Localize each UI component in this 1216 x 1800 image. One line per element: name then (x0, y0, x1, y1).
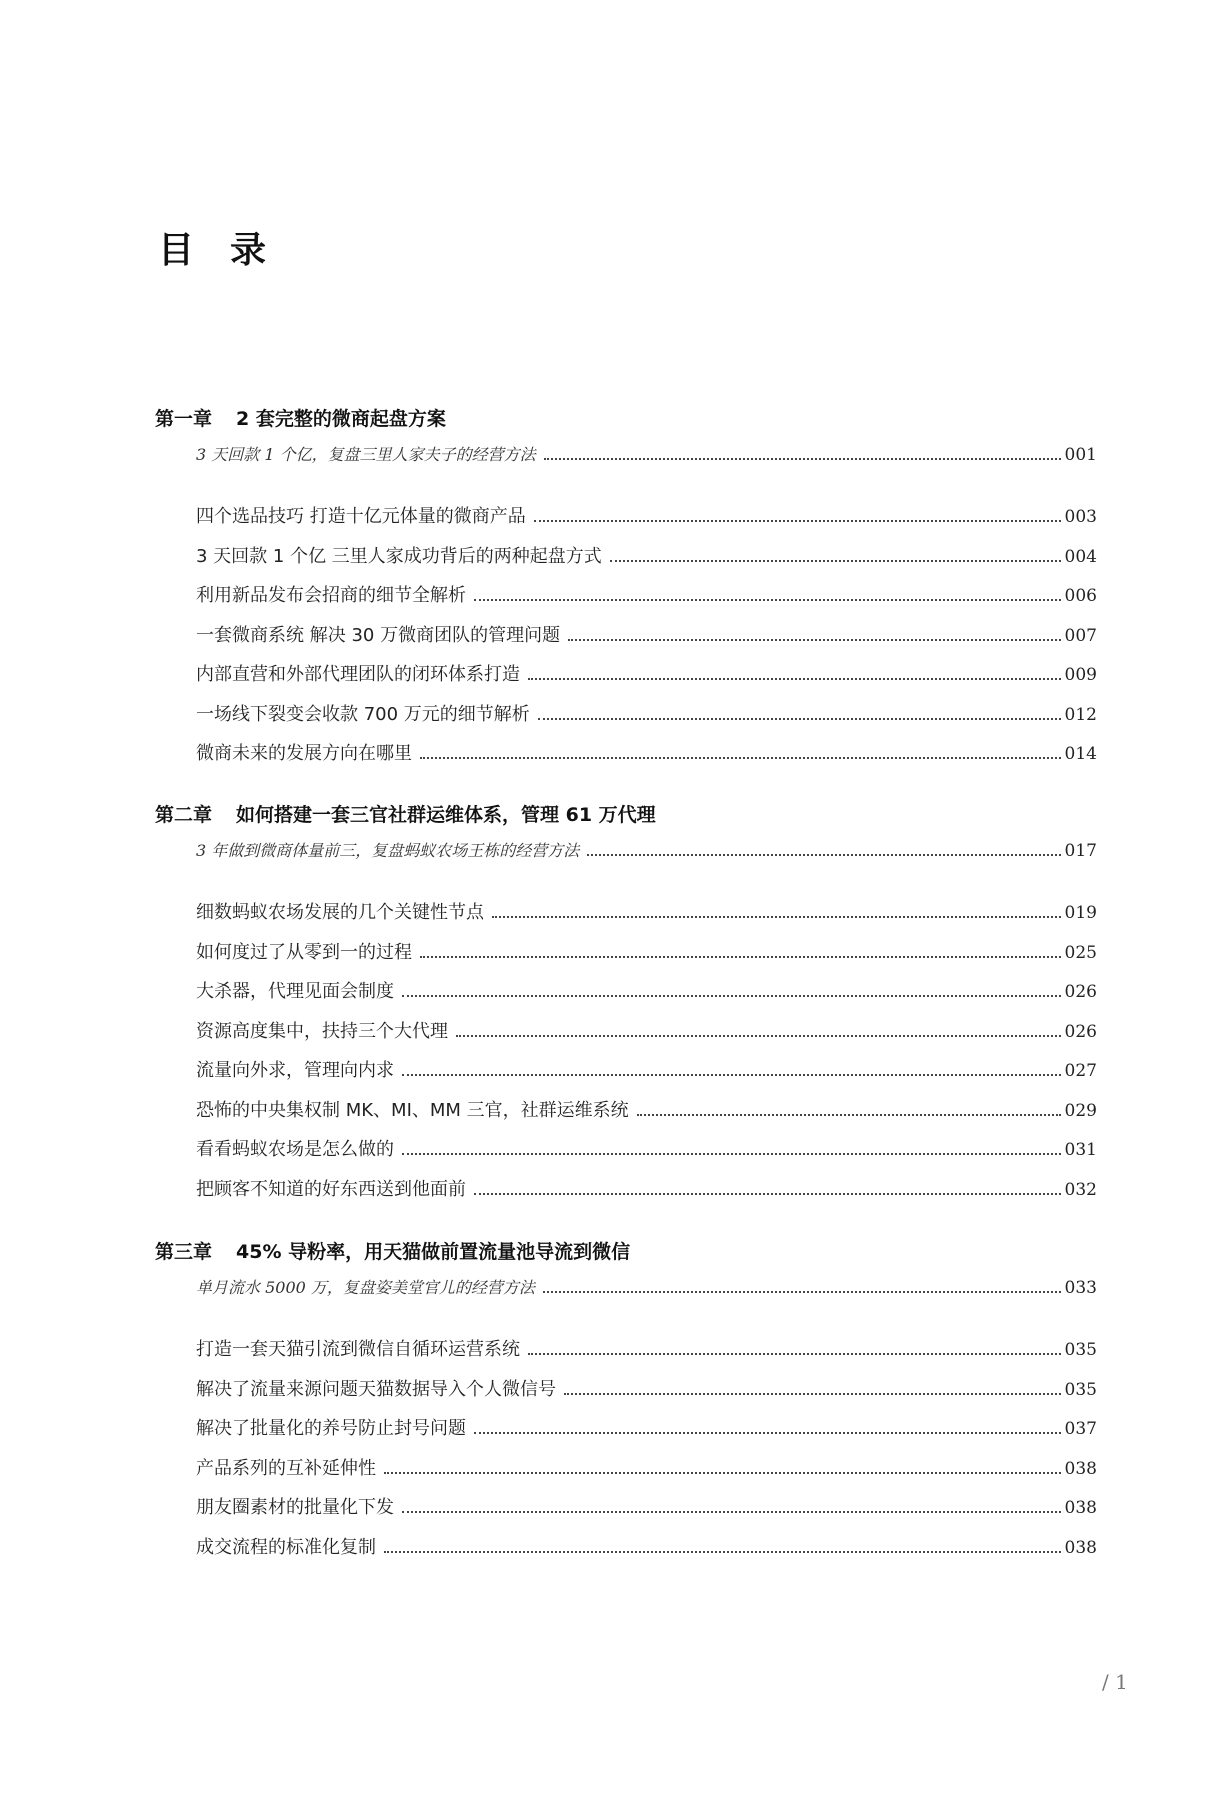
dot-leader (420, 757, 1061, 759)
case-study-entry[interactable] (196, 1275, 1097, 1298)
page-number: 001 (1064, 445, 1097, 465)
case-study-entry[interactable] (196, 442, 1097, 465)
chapter-number: 第二章 (155, 804, 213, 826)
toc-entry[interactable] (196, 542, 1097, 568)
page-number: 038 (1064, 1498, 1097, 1518)
toc-entry[interactable] (196, 898, 1097, 924)
entry-title: 一套微商系统 解决 30 万微商团队的管理问题 (196, 624, 561, 646)
dot-leader (402, 1153, 1061, 1155)
toc-entry[interactable] (196, 1175, 1097, 1201)
page-number: 017 (1064, 841, 1097, 861)
page-number: 025 (1064, 942, 1097, 963)
dot-leader (456, 1035, 1061, 1037)
dot-leader (564, 1393, 1061, 1395)
entry-title: 解决了流量来源问题天猫数据导入个人微信号 (196, 1378, 556, 1400)
entry-title: 恐怖的中央集权制 MK、MI、MM 三官，社群运维系统 (196, 1099, 629, 1121)
entry-title: 一场线下裂变会收款 700 万元的细节解析 (196, 703, 530, 725)
dot-leader (534, 520, 1061, 522)
page-number: 027 (1064, 1061, 1097, 1081)
toc-entry[interactable] (196, 581, 1097, 607)
toc-entry[interactable] (196, 1493, 1097, 1519)
toc-entry[interactable] (196, 739, 1097, 765)
page-number: 007 (1064, 625, 1097, 646)
chapter-number: 第三章 (155, 1241, 213, 1263)
dot-leader (568, 639, 1060, 641)
dot-leader (538, 718, 1061, 720)
toc-entry[interactable] (196, 1096, 1097, 1122)
entry-title: 利用新品发布会招商的细节全解析 (196, 585, 466, 606)
page-number: 012 (1064, 704, 1097, 725)
dot-leader (544, 458, 1061, 460)
dot-leader (543, 1291, 1061, 1293)
dot-leader (420, 956, 1061, 958)
dot-leader (384, 1472, 1061, 1474)
toc-entry[interactable] (196, 1414, 1097, 1440)
entry-title: 单月流水 5000 万，复盘姿美堂官儿的经营方法 (196, 1278, 535, 1297)
entry-title: 打造一套天猫引流到微信自循环运营系统 (196, 1339, 520, 1360)
page-number: 014 (1064, 744, 1097, 764)
dot-leader (474, 1193, 1061, 1195)
dot-leader (474, 599, 1061, 601)
toc-entry[interactable] (196, 1533, 1097, 1559)
entry-title: 3 年做到微商体量前三，复盘蚂蚁农场王栋的经营方法 (196, 841, 580, 860)
entry-title: 产品系列的互补延伸性 (196, 1457, 376, 1479)
dot-leader (528, 1353, 1061, 1355)
entry-title: 解决了批量化的养号防止封号问题 (196, 1418, 466, 1439)
dot-leader (528, 678, 1061, 680)
page-number: 035 (1064, 1340, 1097, 1360)
chapter-heading (155, 800, 656, 827)
entry-title: 细数蚂蚁农场发展的几个关键性节点 (196, 902, 484, 923)
toc-entry[interactable] (196, 700, 1097, 726)
toc-entry[interactable] (196, 977, 1097, 1003)
entry-title: 3 天回款 1 个亿，复盘三里人家夫子的经营方法 (196, 445, 536, 464)
dot-leader (474, 1432, 1061, 1434)
chapter-title: 45% 导粉率，用天猫做前置流量池导流到微信 (236, 1241, 631, 1263)
dot-leader (402, 995, 1061, 997)
toc-title: 目录 (158, 230, 303, 271)
entry-title: 朋友圈素材的批量化下发 (196, 1497, 394, 1518)
page-number: 004 (1064, 546, 1097, 567)
page-number: 037 (1064, 1419, 1097, 1439)
entry-title: 内部直营和外部代理团队的闭环体系打造 (196, 664, 520, 685)
page-number: 006 (1064, 586, 1097, 606)
dot-leader (492, 916, 1061, 918)
page-number: 026 (1064, 1021, 1097, 1042)
page-number: 019 (1064, 903, 1097, 923)
dot-leader (587, 854, 1060, 856)
dot-leader (384, 1551, 1061, 1553)
toc-entry[interactable] (196, 1454, 1097, 1480)
page-number: 035 (1064, 1379, 1097, 1400)
case-study-entry[interactable] (196, 838, 1097, 861)
entry-title: 四个选品技巧 打造十亿元体量的微商产品 (196, 506, 526, 527)
page-number: 003 (1064, 507, 1097, 527)
dot-leader (402, 1511, 1061, 1513)
entry-title: 流量向外求，管理向内求 (196, 1060, 394, 1081)
page-number: 032 (1064, 1179, 1097, 1200)
entry-title: 大杀器，代理见面会制度 (196, 981, 394, 1002)
entry-title: 如何度过了从零到一的过程 (196, 941, 412, 963)
chapter-title: 如何搭建一套三官社群运维体系，管理 61 万代理 (236, 804, 656, 826)
toc-entry[interactable] (196, 1135, 1097, 1161)
chapter-number: 第一章 (155, 408, 213, 430)
page-number: 038 (1064, 1537, 1097, 1558)
dot-leader (402, 1074, 1061, 1076)
toc-entry[interactable] (196, 1375, 1097, 1401)
toc-entry[interactable] (196, 1335, 1097, 1361)
entry-title: 成交流程的标准化复制 (196, 1536, 376, 1558)
entry-title: 3 天回款 1 个亿 三里人家成功背后的两种起盘方式 (196, 545, 602, 567)
toc-entry[interactable] (196, 1017, 1097, 1043)
dot-leader (637, 1114, 1061, 1116)
chapter-heading (155, 1237, 630, 1264)
toc-entry[interactable] (196, 660, 1097, 686)
toc-entry[interactable] (196, 502, 1097, 528)
page-number: 033 (1064, 1278, 1097, 1298)
page-folio: / 1 (1102, 1670, 1128, 1694)
page-number: 009 (1064, 665, 1097, 685)
entry-title: 把顾客不知道的好东西送到他面前 (196, 1178, 466, 1200)
toc-entry[interactable] (196, 938, 1097, 964)
page-number: 029 (1064, 1100, 1097, 1121)
chapter-heading (155, 404, 446, 431)
page-number: 026 (1064, 982, 1097, 1002)
entry-title: 资源高度集中，扶持三个大代理 (196, 1020, 448, 1042)
chapter-title: 2 套完整的微商起盘方案 (236, 408, 446, 430)
page-number: 038 (1064, 1458, 1097, 1479)
dot-leader (610, 560, 1061, 562)
entry-title: 微商未来的发展方向在哪里 (196, 743, 412, 764)
toc-entry[interactable] (196, 621, 1097, 647)
toc-entry[interactable] (196, 1056, 1097, 1082)
page-number: 031 (1064, 1140, 1097, 1160)
entry-title: 看看蚂蚁农场是怎么做的 (196, 1139, 394, 1160)
